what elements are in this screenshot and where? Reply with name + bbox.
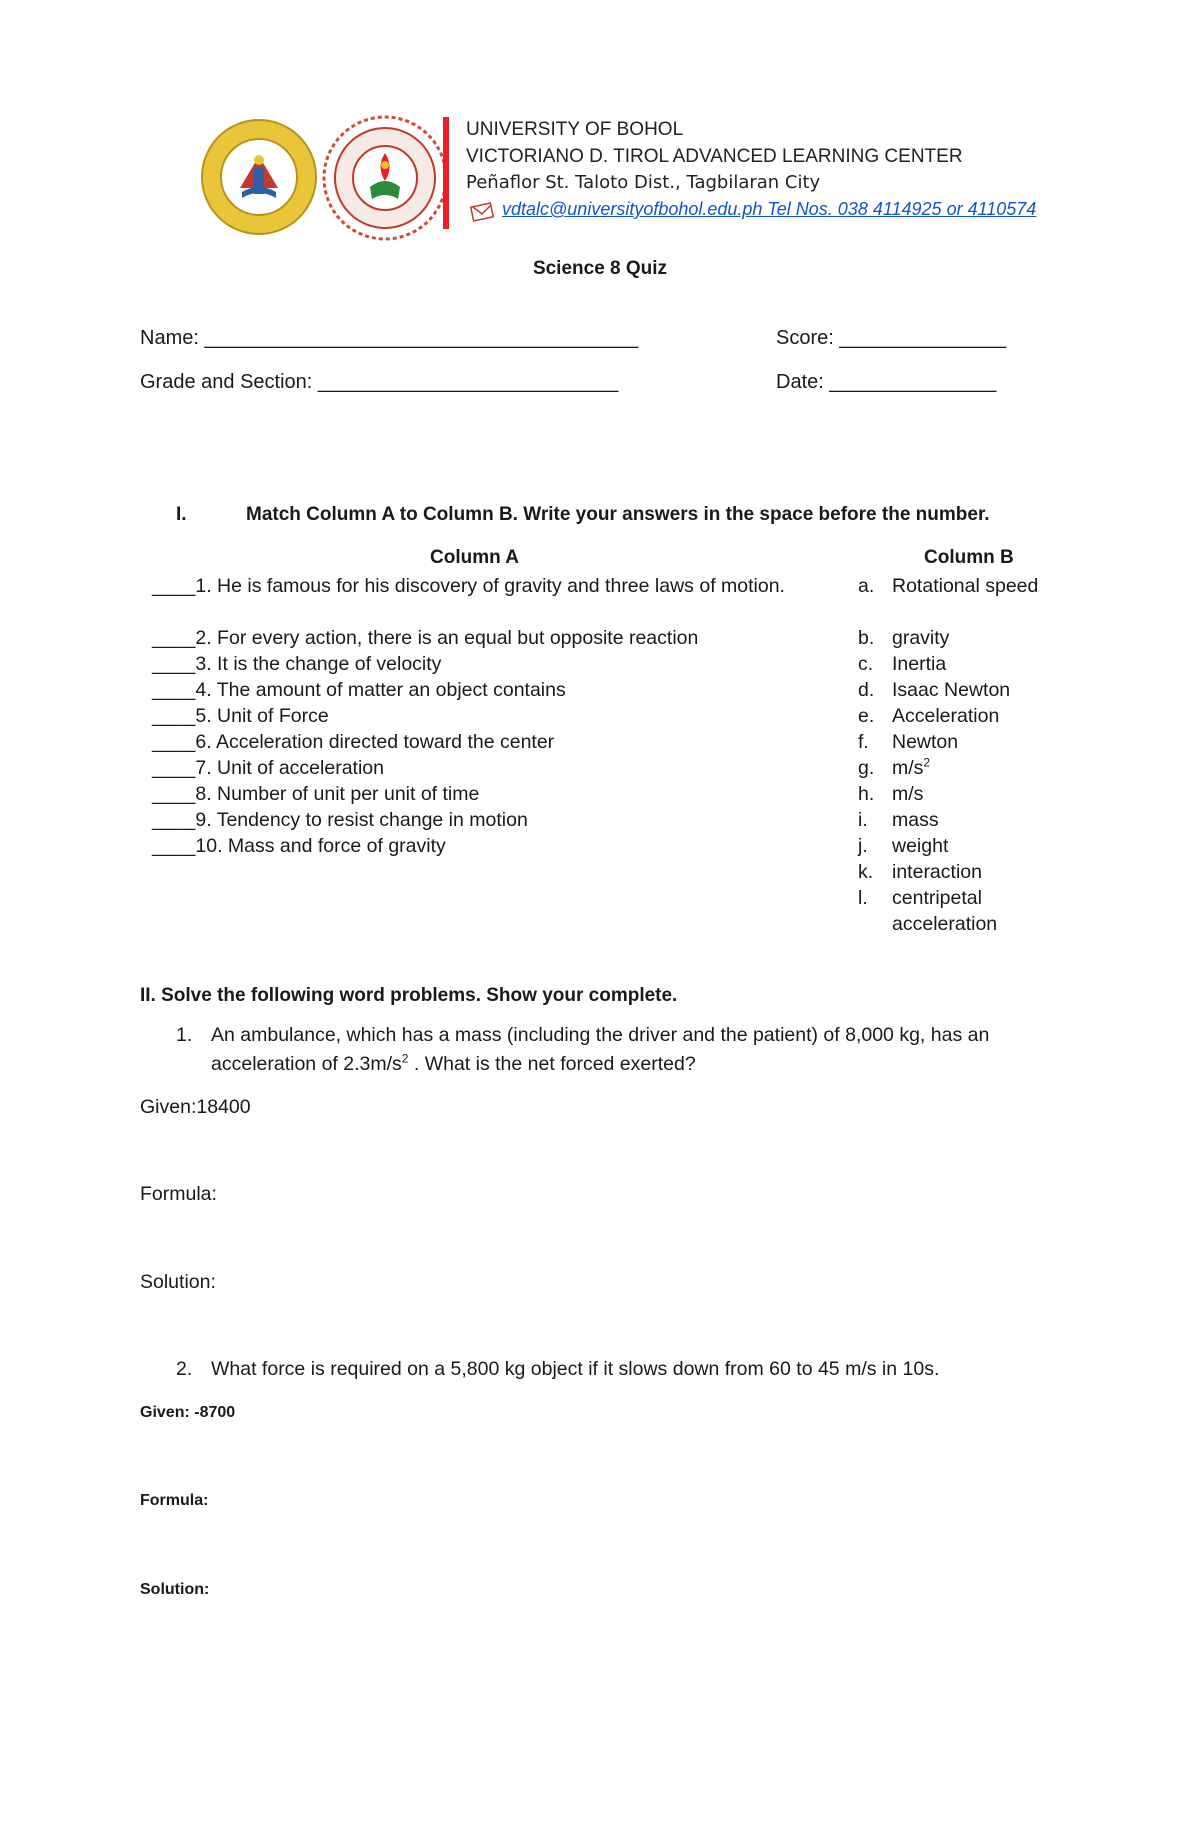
column-b-header: Column B	[924, 547, 1014, 568]
column-b-letter: f.	[858, 731, 869, 753]
column-b-item: Isaac Newton	[892, 679, 1011, 701]
vdtalc-logo	[322, 115, 448, 241]
column-a-item: ____6. Acceleration directed toward the center	[152, 731, 555, 753]
column-a-item: ____4. The amount of matter an object contains	[152, 679, 566, 701]
column-b-item: m/s	[892, 783, 924, 805]
column-b-item	[892, 755, 1042, 781]
name-field: Name: _______________________________________	[140, 327, 639, 349]
school-name: VICTORIANO D. TIROL ADVANCED LEARNING CENTER	[466, 146, 963, 167]
contact-link[interactable]: vdtalc@universityofbohol.edu.ph Tel Nos. 038 4114925 or 4110574	[502, 199, 1037, 219]
problem2-solution: Solution:	[140, 1581, 210, 1598]
grade-section-field: Grade and Section: ___________________________	[140, 371, 619, 393]
column-b-letter: e.	[858, 705, 875, 727]
column-b-letter: a.	[858, 575, 875, 597]
column-b-letter: d.	[858, 679, 875, 701]
column-a-item: ____9. Tendency to resist change in motion	[152, 809, 528, 831]
problem2-text: What force is required on a 5,800 kg object if it slows down from 60 to 45 m/s in 10s.	[211, 1358, 940, 1380]
superscript: 2	[923, 755, 931, 770]
column-a-item: ____2. For every action, there is an equal but opposite reaction	[152, 627, 699, 649]
superscript: 2	[401, 1051, 409, 1066]
column-a-item: ____5. Unit of Force	[152, 705, 329, 727]
column-b-letter: g.	[858, 757, 875, 779]
problem1-number: 1.	[176, 1024, 193, 1046]
problem1-text-end: . What is the net forced exerted?	[408, 1053, 696, 1075]
page-title: Science 8 Quiz	[532, 258, 668, 279]
column-b-item: Acceleration	[892, 705, 1000, 727]
problem1-formula: Formula:	[140, 1183, 217, 1205]
column-a-item: ____3. It is the change of velocity	[152, 653, 442, 675]
header-accent-bar	[443, 117, 449, 229]
column-b-item: mass	[892, 809, 939, 831]
column-b-letter: b.	[858, 627, 875, 649]
university-of-bohol-logo	[200, 118, 318, 236]
column-a-header: Column A	[430, 547, 520, 568]
university-name: UNIVERSITY OF BOHOL	[466, 119, 684, 140]
column-a-item: ____10. Mass and force of gravity	[152, 835, 446, 857]
problem1-text	[211, 1021, 1071, 1079]
column-b-item: centripetal acceleration	[892, 887, 998, 935]
problem2-given: Given: -8700	[140, 1404, 236, 1421]
column-b-item: gravity	[892, 627, 950, 649]
problem2-number: 2.	[176, 1358, 193, 1380]
column-b-item: Newton	[892, 731, 959, 753]
problem1-given: Given:18400	[140, 1096, 251, 1118]
school-address: Peñaflor St. Taloto Dist., Tagbilaran City	[466, 172, 821, 193]
column-b-letter: l.	[858, 887, 868, 909]
column-a-item: ____1. He is famous for his discovery of gravity and three laws of motion.	[152, 575, 785, 597]
column-b-item: interaction	[892, 861, 982, 883]
score-field: Score: _______________	[776, 327, 1007, 349]
section2-heading: II. Solve the following word problems. Show your complete.	[140, 985, 678, 1006]
column-a-item: ____7. Unit of acceleration	[152, 757, 384, 779]
section1-instruction: Match Column A to Column B. Write your answers in the space before the number.	[246, 504, 990, 525]
column-b-letter: j.	[858, 835, 868, 857]
problem1-text-main: An ambulance, which has a mass (including the driver and the patient) of 8,000 kg, has an acceleration of 2.3m/s	[211, 1024, 990, 1075]
email-icon	[470, 202, 494, 222]
column-b-item-text: m/s	[892, 757, 924, 779]
column-b-letter: h.	[858, 783, 875, 805]
date-field: Date: _______________	[776, 371, 997, 393]
column-b-item: weight	[892, 835, 949, 857]
column-b-item: Rotational speed	[892, 575, 1039, 597]
column-b-letter: k.	[858, 861, 874, 883]
column-b-item: Inertia	[892, 653, 947, 675]
problem1-solution: Solution:	[140, 1271, 216, 1293]
column-a-item: ____8. Number of unit per unit of time	[152, 783, 480, 805]
column-b-letter: i.	[858, 809, 868, 831]
column-b-letter: c.	[858, 653, 874, 675]
problem2-formula: Formula:	[140, 1492, 209, 1509]
section1-number: I.	[176, 504, 187, 525]
